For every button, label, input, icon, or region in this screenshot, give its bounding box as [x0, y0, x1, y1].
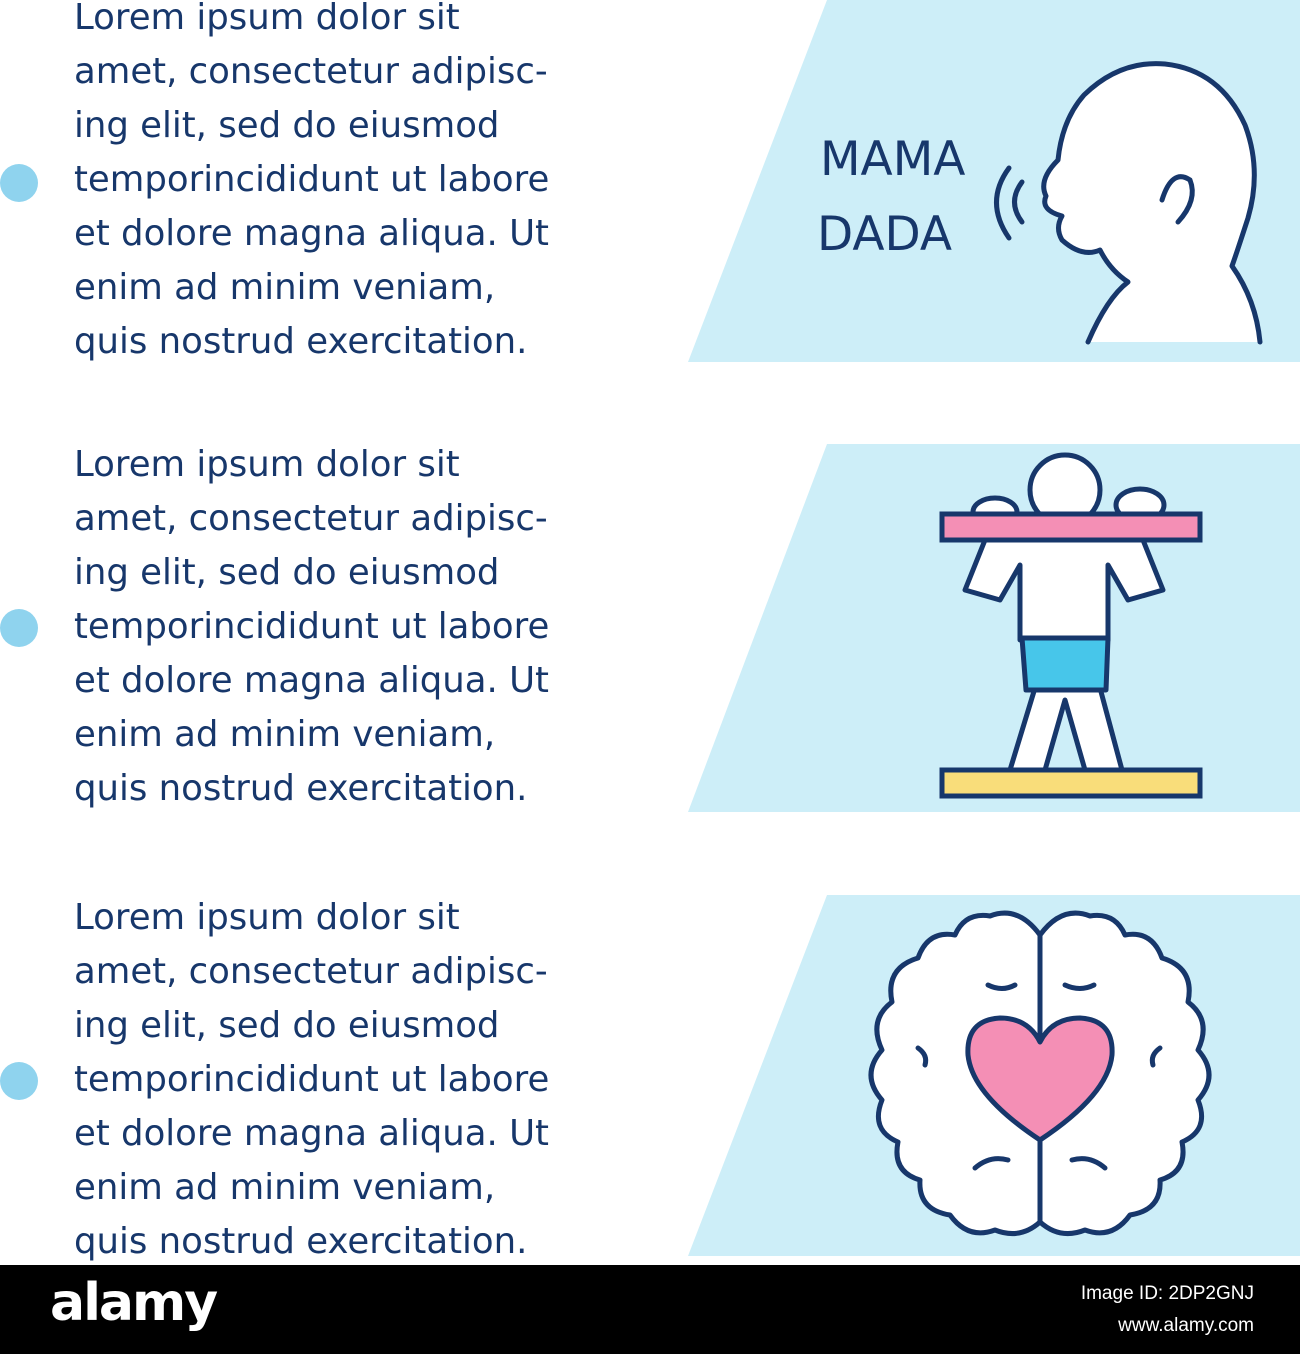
paragraph-line: ing elit, sed do eiusmod: [74, 105, 500, 146]
paragraph-line: temporincididunt ut labore: [74, 159, 550, 200]
paragraph-line: quis nostrud exercitation.: [74, 1221, 528, 1262]
paragraph-line: et dolore magna aliqua. Ut: [74, 213, 549, 254]
paragraph-line: et dolore magna aliqua. Ut: [74, 660, 549, 701]
paragraph-line: Lorem ipsum dolor sit: [74, 444, 460, 485]
footer-site: www.alamy.com: [1118, 1315, 1254, 1336]
paragraph-line: Lorem ipsum dolor sit: [74, 897, 460, 938]
paragraph-line: temporincididunt ut labore: [74, 606, 550, 647]
footer-image-id: Image ID: 2DP2GNJ: [1080, 1283, 1254, 1304]
paragraph-line: amet, consectetur adipisc-: [74, 951, 548, 992]
paragraph-line: et dolore magna aliqua. Ut: [74, 1113, 549, 1154]
watermark-footer: [0, 1265, 1300, 1354]
paragraph-line: enim ad minim veniam,: [74, 714, 496, 755]
paragraph-line: ing elit, sed do eiusmod: [74, 552, 500, 593]
speech-word-dada: DADA: [817, 207, 953, 262]
paragraph-line: Lorem ipsum dolor sit: [74, 0, 460, 38]
footer-brand: alamy: [50, 1273, 217, 1333]
brain-heart-icon: [871, 913, 1209, 1234]
paragraph-line: enim ad minim veniam,: [74, 267, 496, 308]
paragraph-line: ing elit, sed do eiusmod: [74, 1005, 500, 1046]
paragraph-line: enim ad minim veniam,: [74, 1167, 496, 1208]
speech-word-mama: MAMA: [820, 132, 966, 187]
paragraph-line: amet, consectetur adipisc-: [74, 498, 548, 539]
paragraph-line: quis nostrud exercitation.: [74, 768, 528, 809]
paragraph-line: quis nostrud exercitation.: [74, 321, 528, 362]
paragraph-line: amet, consectetur adipisc-: [74, 51, 548, 92]
paragraph-line: temporincididunt ut labore: [74, 1059, 550, 1100]
